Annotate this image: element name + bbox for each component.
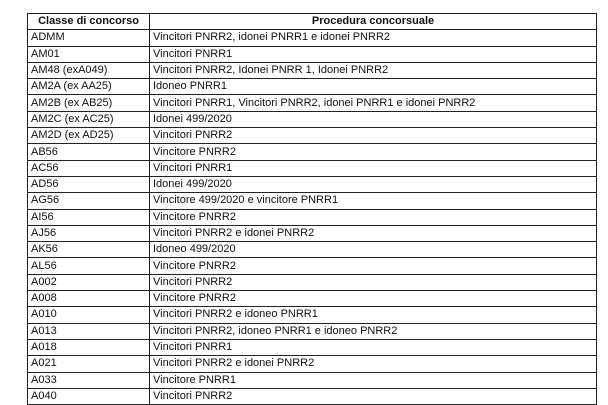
cell-procedura-concorsuale: Vincitori PNRR2 [150, 388, 597, 404]
table-row [28, 258, 597, 274]
cell-classe-di-concorso: AI56 [28, 209, 150, 225]
cell-classe-di-concorso: AM2A (ex AA25) [28, 79, 150, 95]
cell-procedura-concorsuale: Vincitori PNRR1 [150, 339, 597, 355]
cell-classe-di-concorso: A008 [28, 291, 150, 307]
cell-procedura-concorsuale: Vincitori PNRR1 [150, 160, 597, 176]
cell-procedura-concorsuale: Vincitori PNRR2 e idonei PNRR2 [150, 225, 597, 241]
cell-procedura-concorsuale: Idoneo PNRR1 [150, 79, 597, 95]
cell-classe-di-concorso: AB56 [28, 144, 150, 160]
cell-procedura-concorsuale: Vincitore PNRR2 [150, 291, 597, 307]
table-row [28, 160, 597, 176]
cell-classe-di-concorso: A010 [28, 307, 150, 323]
cell-procedura-concorsuale: Idoneo 499/2020 [150, 242, 597, 258]
cell-procedura-concorsuale: Vincitori PNRR1 [150, 46, 597, 62]
cell-procedura-concorsuale: Vincitori PNRR1, Vincitori PNRR2, idonei PNRR1 e idonei PNRR2 [150, 95, 597, 111]
table-row [28, 111, 597, 127]
cell-classe-di-concorso: AM2D (ex AD25) [28, 128, 150, 144]
cell-classe-di-concorso: A021 [28, 356, 150, 372]
table-row [28, 46, 597, 62]
table-body [28, 30, 597, 405]
cell-classe-di-concorso: A018 [28, 339, 150, 355]
cell-procedura-concorsuale: Idonei 499/2020 [150, 111, 597, 127]
table-header-row [28, 14, 597, 30]
table-row [28, 62, 597, 78]
cell-procedura-concorsuale: Vincitore PNRR2 [150, 209, 597, 225]
cell-procedura-concorsuale: Vincitori PNRR2, Idonei PNRR 1, Idonei PNRR2 [150, 62, 597, 78]
header-procedura-concorsuale: Procedura concorsuale [150, 14, 597, 30]
cell-procedura-concorsuale: Vincitori PNRR2, idonei PNRR1 e idonei PNRR2 [150, 30, 597, 46]
table-row [28, 95, 597, 111]
cell-classe-di-concorso: A040 [28, 388, 150, 404]
cell-classe-di-concorso: AD56 [28, 176, 150, 192]
cell-procedura-concorsuale: Vincitori PNRR2 [150, 274, 597, 290]
cell-procedura-concorsuale: Vincitori PNRR2 e idonei PNRR2 [150, 356, 597, 372]
table-row [28, 372, 597, 388]
cell-classe-di-concorso: A013 [28, 323, 150, 339]
cell-classe-di-concorso: AM01 [28, 46, 150, 62]
cell-classe-di-concorso: AK56 [28, 242, 150, 258]
table-row [28, 30, 597, 46]
table-row [28, 388, 597, 404]
table-row [28, 307, 597, 323]
cell-procedura-concorsuale: Vincitore PNRR2 [150, 258, 597, 274]
table-row [28, 79, 597, 95]
cell-procedura-concorsuale: Vincitore PNRR1 [150, 372, 597, 388]
table-row [28, 209, 597, 225]
table-row [28, 176, 597, 192]
table-row [28, 144, 597, 160]
table-row [28, 242, 597, 258]
cell-classe-di-concorso: A033 [28, 372, 150, 388]
table-row [28, 274, 597, 290]
cell-procedura-concorsuale: Idonei 499/2020 [150, 176, 597, 192]
competition-class-table [27, 13, 597, 405]
cell-procedura-concorsuale: Vincitori PNRR2 [150, 128, 597, 144]
cell-classe-di-concorso: ADMM [28, 30, 150, 46]
table-row [28, 291, 597, 307]
cell-classe-di-concorso: AM48 (exA049) [28, 62, 150, 78]
cell-classe-di-concorso: AL56 [28, 258, 150, 274]
table-row [28, 225, 597, 241]
cell-classe-di-concorso: AG56 [28, 193, 150, 209]
table-row [28, 128, 597, 144]
table-row [28, 339, 597, 355]
table-row [28, 323, 597, 339]
cell-classe-di-concorso: AM2B (ex AB25) [28, 95, 150, 111]
header-classe-di-concorso: Classe di concorso [28, 14, 150, 30]
cell-procedura-concorsuale: Vincitore 499/2020 e vincitore PNRR1 [150, 193, 597, 209]
cell-procedura-concorsuale: Vincitori PNRR2, idoneo PNRR1 e idoneo PNRR2 [150, 323, 597, 339]
cell-classe-di-concorso: AC56 [28, 160, 150, 176]
table-row [28, 356, 597, 372]
document-table-container [27, 13, 597, 405]
cell-procedura-concorsuale: Vincitori PNRR2 e idoneo PNRR1 [150, 307, 597, 323]
cell-classe-di-concorso: A002 [28, 274, 150, 290]
table-row [28, 193, 597, 209]
cell-classe-di-concorso: AM2C (ex AC25) [28, 111, 150, 127]
cell-procedura-concorsuale: Vincitore PNRR2 [150, 144, 597, 160]
cell-classe-di-concorso: AJ56 [28, 225, 150, 241]
